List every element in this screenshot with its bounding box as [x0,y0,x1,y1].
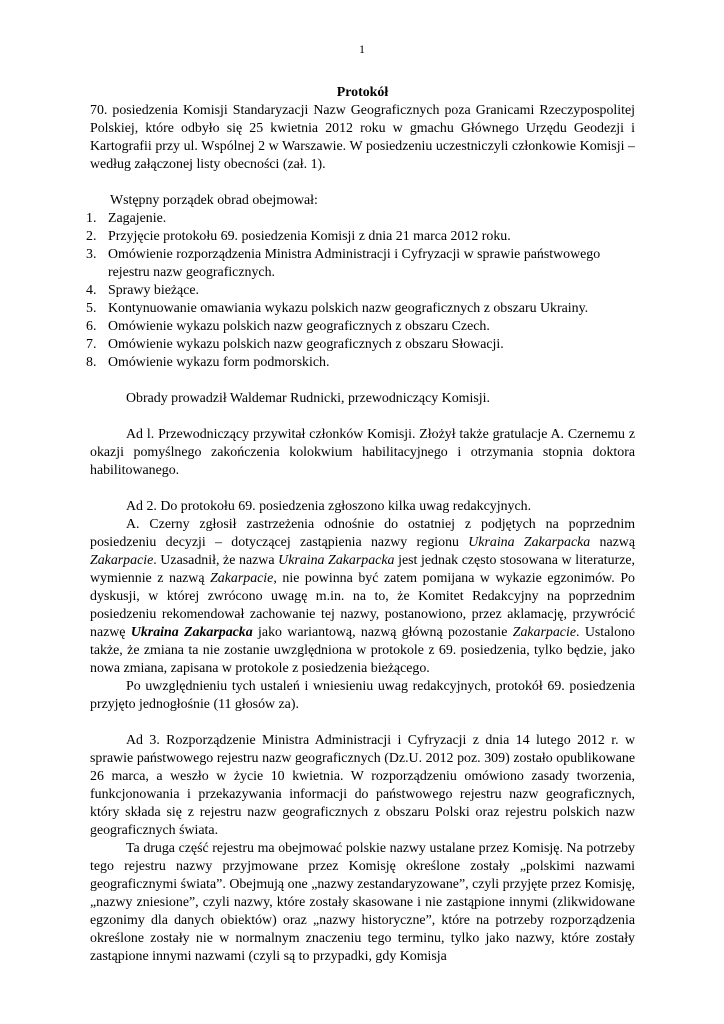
agenda-item [86,246,635,282]
agenda-item [86,210,635,228]
agenda-item [86,336,635,354]
agenda-item-text: Omówienie rozporządzenia Ministra Administracji i Cyfryzacji w sprawie państwowego rejestru nazw geograficznych. [108,247,601,280]
agenda-item [86,282,635,300]
document-body [86,84,636,966]
document-title: Protokół [336,85,389,100]
ad2-paragraph-3: Po uwzględnieniu tych ustaleń i wniesieniu uwag redakcyjnych, protokół 69. posiedzenia przyjęto jednogłośnie (11 głosów za). [90,679,635,712]
agenda-heading: Wstępny porządek obrad obejmował: [110,193,318,208]
agenda-item-text: Omówienie wykazu form podmorskich. [108,355,330,370]
agenda-item-number: 8. [86,355,97,370]
ad2-paragraph-1: Ad 2. Do protokołu 69. posiedzenia zgłoszono kilka uwag redakcyjnych. [126,499,532,514]
ad3-paragraph-2: Ta druga część rejestru ma obejmować polskie nazwy ustalane przez Komisję. Na potrzeby tego rejestru nazwy przyjmowane przez Komisję określone zostały „polskimi nazwami geograficznymi świata”. Obejmują one „nazwy zestandaryzowane”, czyli przyjęte przez Komisję, „nazwy zniesione”, czyli nazwy, które zostały skasowane i nie zastąpione innymi (zlikwidowane egzonimy dla danych obiektów) oraz „nazwy historyczne”, które na potrzeby rozporządzenia określone zostały nie w normalnym znaczeniu tego terminu, tylko jako nazwy, które zostały zastąpione innymi nazwami (czyli są to przypadki, gdy Komisja [90,841,635,964]
region-name-italic: Zakarpacie [210,571,274,586]
agenda-item-number: 6. [86,319,97,334]
agenda-list [86,210,635,372]
region-name-italic: Zakarpacie [90,553,154,568]
agenda-item-text: Omówienie wykazu polskich nazw geograficznych z obszaru Czech. [108,319,490,334]
intro-paragraph: 70. posiedzenia Komisji Standaryzacji Nazw Geograficznych poza Granicami Rzeczypospolitej Polskiej, które odbyło się 25 kwietnia 2012 roku w gmachu Głównego Urzędu Geodezji i Kartografii przy ul. Wspólnej 2 w Warszawie. W posiedzeniu uczestniczyli członkowie Komisji – według załączonej listy obecności (zał. 1). [90,103,635,172]
agenda-item-text: Sprawy bieżące. [108,283,200,298]
chair-paragraph: Obrady prowadził Waldemar Rudnicki, przewodniczący Komisji. [126,391,490,406]
ad2-paragraph-2: A. Czerny zgłosił zastrzeżenia odnośnie do ostatniej z podjętych na poprzednim posiedzeniu decyzji – dotyczącej zastąpienia nazwy regionu Ukraina Zakarpacka nazwą Zakarpacie. Uzasadnił, że nazwa Ukraina Zakarpacka jest jednak często stosowana w literaturze, wymiennie z nazwą Zakarpacie, nie powinna być zatem pomijana w wykazie egzonimów. Po dyskusji, w której zwrócono uwagę m.in. na to, że Komitet Redakcyjny na poprzednim posiedzeniu rekomendował zachowanie tej nazwy, postanowiono, przez aklamację, przywrócić nazwę Ukraina Zakarpacka jako wariantową, nazwą główną pozostanie Zakarpacie. Ustalono także, że zmiana ta nie zostanie uwzględniona w protokole z 69. posiedzenia, tylko będzie, jako nowa zmiana, zapisana w protokole z posiedzenia bieżącego. [90,517,636,676]
ad1-paragraph: Ad l. Przewodniczący przywitał członków Komisji. Złożył także gratulacje A. Czernemu z okazji pomyślnego zakończenia kolokwium habilitacyjnego i otrzymania stopnia doktora habilitowanego. [90,427,635,478]
agenda-item-text: Zagajenie. [108,211,167,226]
agenda-item-number: 3. [86,247,97,262]
agenda-item-number: 7. [86,337,97,352]
agenda-item-text: Omówienie wykazu polskich nazw geograficznych z obszaru Słowacji. [108,337,504,352]
region-name-italic: Ukraina Zakarpacka [278,553,395,568]
agenda-item [86,300,635,318]
region-name-bold-italic: Ukraina Zakarpacka [130,625,253,640]
agenda-item-number: 1. [86,211,97,226]
agenda-item [86,318,635,336]
agenda-item-text: Kontynuowanie omawiania wykazu polskich nazw geograficznych z obszaru Ukrainy. [108,301,589,316]
agenda-item-number: 2. [86,229,97,244]
page-number: 1 [359,42,365,56]
agenda-item-number: 5. [86,301,97,316]
agenda-item-text: Przyjęcie protokołu 69. posiedzenia Komisji z dnia 21 marca 2012 roku. [108,229,511,244]
agenda-item [86,354,635,372]
region-name-italic: Ukraina Zakarpacka [468,535,591,550]
agenda-item [86,228,635,246]
region-name-italic: Zakarpacie [512,625,576,640]
agenda-item-number: 4. [86,283,97,298]
ad3-paragraph-1: Ad 3. Rozporządzenie Ministra Administracji i Cyfryzacji z dnia 14 lutego 2012 r. w sprawie państwowego rejestru nazw geograficznych (Dz.U. 2012 poz. 309) zostało opublikowane 26 marca, a weszło w życie 10 kwietnia. W rozporządzeniu omówiono zasady tworzenia, funkcjonowania i przekazywania informacji do państwowego rejestru nazw geograficznych, który składa się z rejestru nazw geograficznych z obszaru Polski oraz rejestru polskich nazw geograficznych świata. [90,733,635,838]
